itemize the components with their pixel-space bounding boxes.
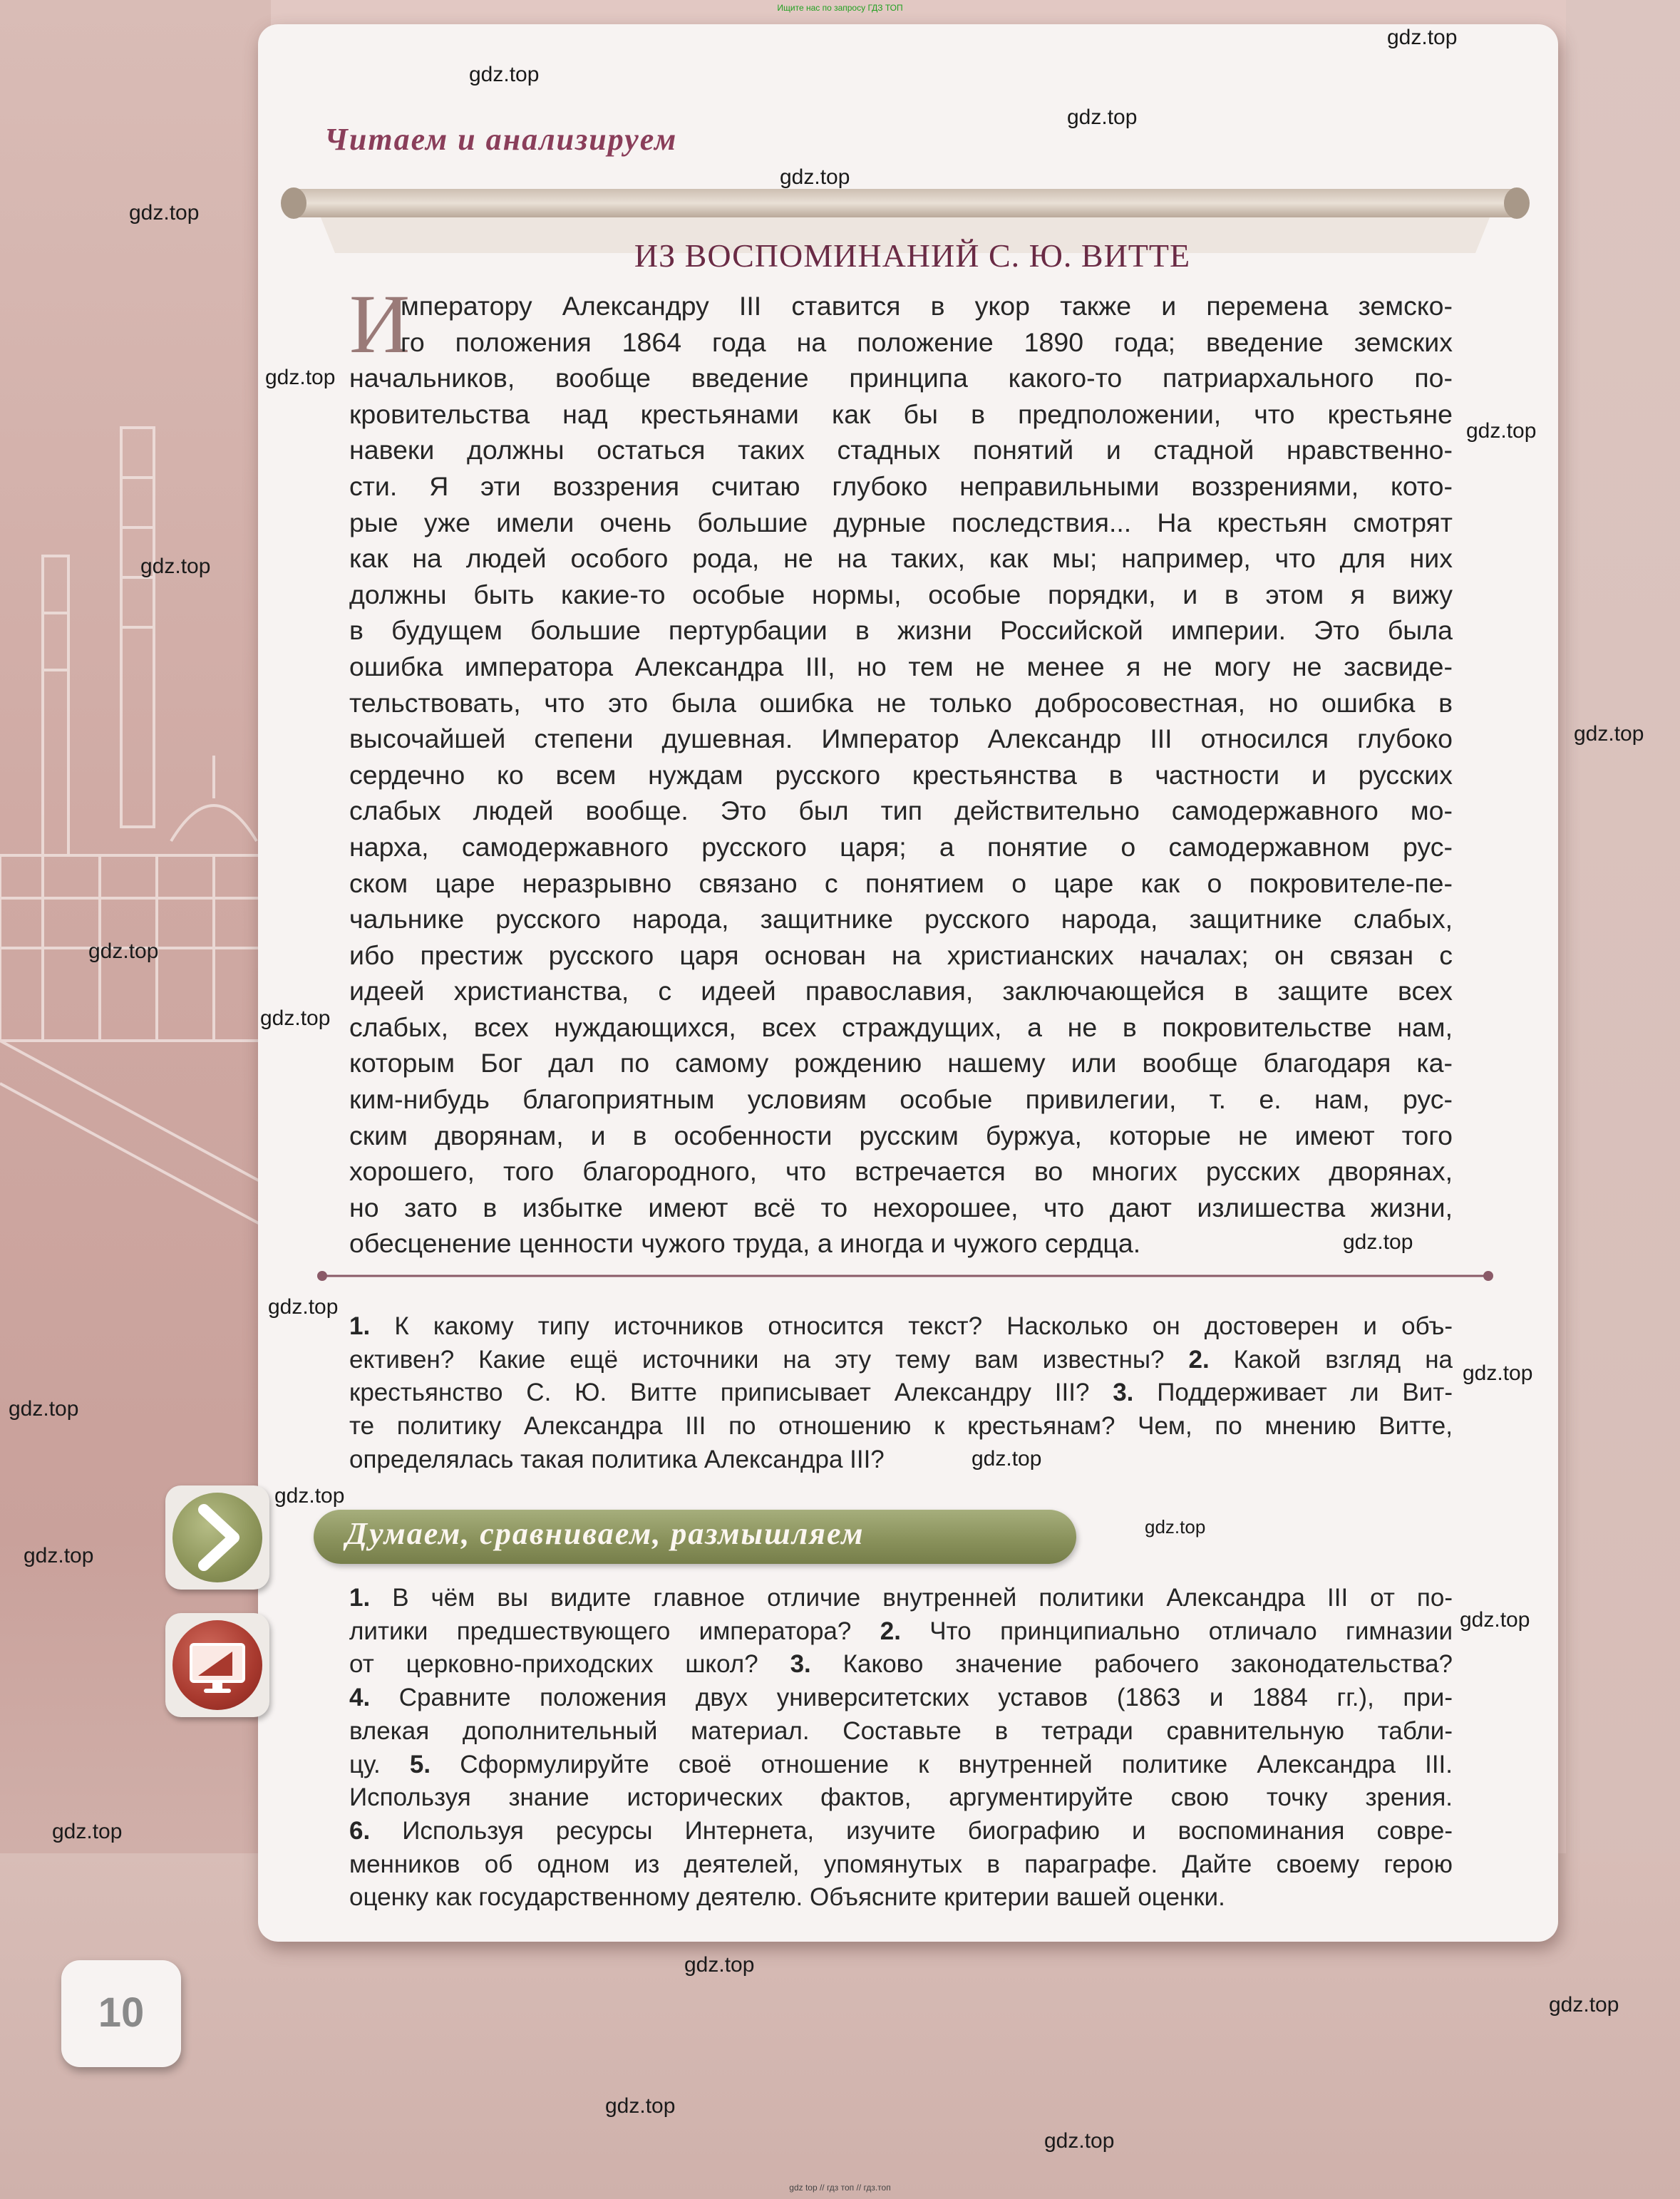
question-line: ективен? Какие ещё источники на эту тему вам известны? 2. Какой взгляд на [349,1345,1453,1374]
watermark: gdz.top [684,1953,755,1977]
task-line: от церковно-приходских школ? 3. Каково значение рабочего законодательства? [349,1650,1453,1679]
page-number-badge [61,1960,181,2067]
page-number: 10 [98,1989,145,2036]
document-body [349,288,1453,1262]
task-line: 1. В чём вы видите главное отличие внутренней политики Александра III от по- [349,1584,1453,1612]
drop-cap: И [349,277,411,371]
think-tasks-block [349,1582,1453,1915]
body-line: должны быть какие-то особые нормы, особые порядки, и в этом я вижу [349,579,1453,609]
body-line: кровительства над крестьянами как бы в предположении, что крестьяне [349,398,1453,429]
watermark: gdz.top [274,1484,345,1508]
watermark: gdz.top [469,63,540,86]
watermark: gdz.top [1067,105,1138,129]
task-line: оценку как государственному деятелю. Объясните критерии вашей оценки. [349,1883,1225,1912]
think-section-title: Думаем, сравниваем, размышляем [346,1516,865,1551]
body-line: обесценение ценности чужого труда, а иногда и чужого сердца. [349,1228,1141,1259]
watermark: gdz.top [24,1544,94,1567]
watermark: gdz.top [780,165,850,189]
body-line: тельствовать, что это была ошибка не только добросовестная, но ошибка в [349,687,1453,718]
watermark: gdz.top [1460,1608,1530,1632]
watermark: gdz.top [52,1820,123,1843]
task-line: Используя знание исторических фактов, аргументируйте свою точку зрения. [349,1783,1453,1812]
body-line: го положения 1864 года на положение 1890 года; введение земских [401,326,1453,357]
watermark: gdz.top [260,1006,331,1030]
watermark: gdz.top [9,1397,79,1421]
next-button[interactable] [165,1485,269,1590]
next-button-circle [172,1493,262,1582]
body-line: чальнике русского народа, защитнике русского народа, защитнике слабых, [349,904,1453,934]
body-line: мператору Александру III ставится в укор также и перемена земско- [401,291,1453,321]
task-line: цу. 5. Сформулируйте своё отношение к внутренней политике Александра III. [349,1750,1453,1778]
body-line: начальников, вообще введение принципа какого-то патриархального по- [349,363,1453,393]
watermark: gdz.top [972,1447,1042,1471]
watermark: gdz.top [1574,722,1644,746]
body-line: слабых, всех нуждающихся, всех страждущих, а не в покровительстве нам, [349,1011,1453,1042]
body-line: как на людей особого рода, не на таких, как мы; например, что для них [349,543,1453,574]
section-divider [314,1267,1497,1284]
task-line: 4. Сравните положения двух университетских уставов (1863 и 1884 гг.), при- [349,1684,1453,1712]
question-line: крестьянство С. Ю. Витте приписывает Александру III? 3. Поддерживает ли Вит- [349,1379,1453,1407]
bottom-banner[interactable]: gdz top // гдз топ // гдз.топ [789,2183,891,2193]
body-line: навеки должны остаться таких стадных понятий и стадной нравственно- [349,435,1453,465]
document-title: ИЗ ВОСПОМИНАНИЙ С. Ю. ВИТТЕ [634,237,1191,274]
monitor-chart-icon [172,1620,262,1710]
watermark: gdz.top [265,366,336,389]
body-line: нарха, самодержавного русского царя; а понятие о самодержавном рус- [349,831,1453,862]
body-line: высочайшей степени душевная. Император Александр III относился глубоко [349,723,1453,754]
watermark: gdz.top [1145,1516,1206,1538]
watermark: gdz.top [88,939,159,963]
question-line: определялась такая политика Александра III? [349,1445,885,1473]
body-line: в будущем большие пертурбации в жизни Российской империи. Это была [349,615,1453,646]
question-line: 1. К какому типу источников относится текст? Насколько он достоверен и объ- [349,1312,1453,1340]
media-button[interactable] [165,1613,269,1717]
watermark: gdz.top [1463,1361,1533,1385]
task-line: 6. Используя ресурсы Интернета, изучите биографию и воспоминания совре- [349,1816,1453,1845]
body-line: ским дворянам, и в особенности русским буржуа, которые не имеют того [349,1120,1453,1150]
body-line: ском царе неразрывно связано с понятием о царе как о покровителе-пе- [349,867,1453,898]
body-line: ибо престиж русского царя основан на христианских началах; он связан с [349,939,1453,970]
body-line: но зато в избытке имеют всё то нехорошее, что дают излишества жизни, [349,1192,1453,1222]
body-line: сти. Я эти воззрения считаю глубоко неправильными воззрениями, кото- [349,470,1453,501]
task-line: литики предшествующего императора? 2. Что принципиально отличало гимназии [349,1617,1453,1645]
top-banner[interactable]: Ищите нас по запросу ГДЗ ТОП [777,3,903,13]
watermark: gdz.top [1466,419,1537,443]
body-line: идеей христианства, с идеей православия, заключающейся в защите всех [349,976,1453,1006]
watermark: gdz.top [1549,1993,1619,2017]
watermark: gdz.top [1387,26,1458,49]
body-line: рые уже имели очень большие дурные последствия... На крестьян смотрят [349,507,1453,537]
body-line: ошибка императора Александра III, но тем не менее я не могу не засвиде- [349,651,1453,681]
watermark: gdz.top [129,201,200,225]
section-title: Читаем и анализируем [324,122,678,157]
chevron-right-icon [172,1493,262,1582]
body-line: сердечно ко всем нуждам русского крестьянства в частности и русских [349,759,1453,790]
body-line: слабых людей вообще. Это был тип действительно самодержавного мо- [349,795,1453,826]
body-line: хорошего, того благородного, что встречается во многих русских дворянах, [349,1156,1453,1187]
watermark: gdz.top [1044,2129,1115,2153]
watermark: gdz.top [605,2094,676,2118]
factory-illustration [0,399,271,1397]
watermark: gdz.top [140,555,211,578]
task-line: влекая дополнительный материал. Составьте в тетради сравнительную табли- [349,1716,1453,1745]
question-line: те политику Александра III по отношению к крестьянам? Чем, по мнению Витте, [349,1412,1453,1441]
media-button-circle [172,1620,262,1710]
body-line: которым Бог дал по самому рождению нашему или вообще благодаря ка- [349,1048,1453,1078]
body-line: ким-нибудь благоприятным условиям особые привилегии, т. е. нам, рус- [349,1084,1453,1115]
watermark: gdz.top [268,1295,339,1319]
task-line: менников об одном из деятелей, упомянутых в параграфе. Дайте своему герою [349,1850,1453,1878]
watermark: gdz.top [1343,1230,1413,1254]
questions-block [349,1310,1453,1477]
